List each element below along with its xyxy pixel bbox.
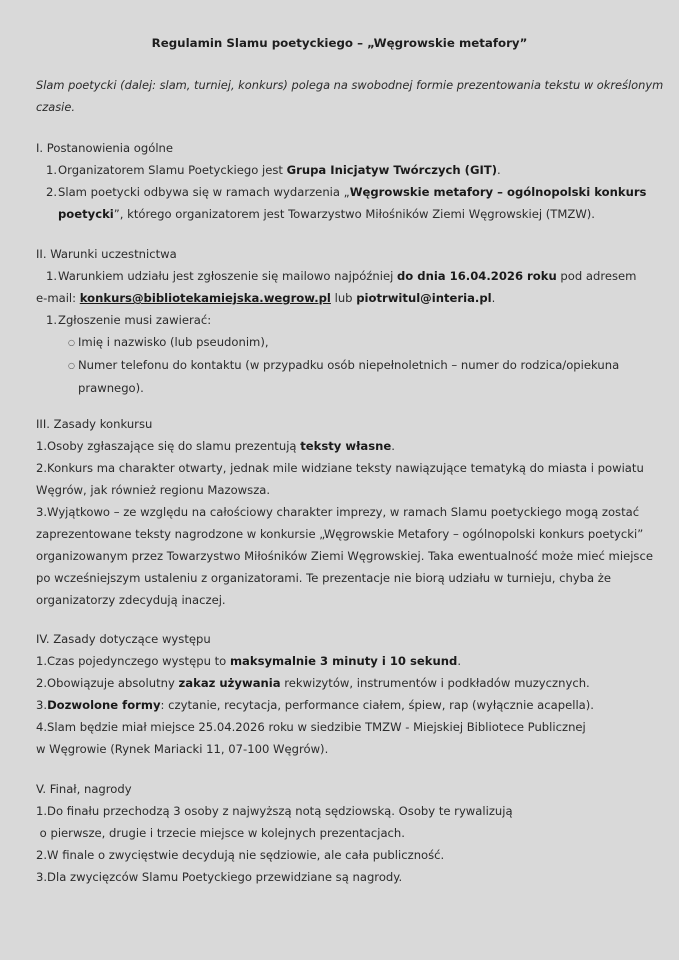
item-bold-text: Węgrowskie metafory – ogólnopolski konkurs xyxy=(349,185,647,199)
email-line xyxy=(36,287,646,309)
item-text: 1.Czas pojedynczego występu to xyxy=(36,654,230,668)
item-text: lub xyxy=(330,291,357,305)
intro-line: Slam poetycki (dalej: slam, turniej, konkurs) polega na swobodnej formie prezentowania tekstu w określonym xyxy=(36,78,664,92)
rule-item xyxy=(36,650,646,672)
list-number: 1. xyxy=(46,163,58,177)
rule-item: 2.W finale o zwycięstwie decydują nie sędziowie, ale cała publiczność. xyxy=(36,848,445,862)
section-heading: II. Warunki uczestnictwa xyxy=(36,247,177,261)
rule-item: 3.Wyjątkowo – ze względu na całościowy charakter imprezy, w ramach Slamu poetyckiego mogą zostać xyxy=(36,505,640,519)
item-text: 2.Obowiązuje absolutny xyxy=(36,676,179,690)
item-text: . xyxy=(391,439,395,453)
bullet-text: Numer telefonu do kontaktu (w przypadku osób niepełnoletnich – numer do rodzica/opiekuna xyxy=(78,358,620,372)
section-heading: IV. Zasady dotyczące występu xyxy=(36,632,211,646)
section-participation xyxy=(36,243,646,399)
list-number: 1. xyxy=(46,269,58,283)
item-text: : czytanie, recytacja, performance ciałem, śpiew, rap (wyłącznie acapella). xyxy=(160,698,594,712)
list-item xyxy=(36,309,646,331)
item-bold-text: zakaz używania xyxy=(178,676,281,690)
deadline-text: do dnia 16.04.2026 roku xyxy=(396,269,557,283)
section-general-provisions xyxy=(36,137,646,225)
item-text: Organizatorem Slamu Poetyckiego jest xyxy=(58,163,287,177)
item-text: 3. xyxy=(36,698,48,712)
bullet-item-continuation: prawnego). xyxy=(78,381,144,395)
item-bold-text: Grupa Inicjatyw Twórczych (GIT) xyxy=(286,163,498,177)
bullet-text: Imię i nazwisko (lub pseudonim), xyxy=(78,335,269,349)
item-text: Slam poetycki odbywa się w ramach wydarzenia „ xyxy=(58,185,350,199)
rule-item-continuation: organizatorzy zdecydują inaczej. xyxy=(36,593,226,607)
rule-item-continuation: o pierwsze, drugie i trzecie miejsce w kolejnych prezentacjach. xyxy=(36,826,405,840)
circle-bullet-icon: ○ xyxy=(68,338,75,347)
document-title: Regulamin Slamu poetyckiego – „Węgrowskie metafory” xyxy=(151,36,528,50)
rule-item: 4.Slam będzie miał miejsce 25.04.2026 roku w siedzibie TMZW - Miejskiej Bibliotece Publicznej xyxy=(36,720,586,734)
item-text: ”, którego organizatorem jest Towarzystwo Miłośników Ziemi Węgrowskiej (TMZW). xyxy=(113,207,595,221)
bullet-item xyxy=(36,331,646,354)
email-piotrwitul[interactable]: piotrwitul@interia.pl xyxy=(356,291,492,305)
rule-item xyxy=(36,694,646,716)
item-text: pod adresem xyxy=(556,269,637,283)
list-item xyxy=(36,265,646,287)
section-performance-rules xyxy=(36,628,646,760)
intro-line: czasie. xyxy=(36,100,75,114)
item-bold-text: maksymalnie 3 minuty i 10 sekund xyxy=(229,654,458,668)
rule-item-continuation: w Węgrowie (Rynek Mariacki 11, 07-100 Węgrów). xyxy=(36,742,329,756)
section-contest-rules xyxy=(36,413,653,611)
rule-item xyxy=(36,435,646,457)
rule-item-continuation: organizowanym przez Towarzystwo Miłośników Ziemi Węgrowskiej. Taka ewentualność może mieć miejsce xyxy=(36,549,653,563)
rule-item-continuation: zaprezentowane teksty nagrodzone w konkursie „Węgrowskie Metafory – ogólnopolski konkurs poetycki” xyxy=(36,527,644,541)
list-item xyxy=(36,159,646,181)
item-text: 1.Osoby zgłaszające się do slamu prezentują xyxy=(36,439,301,453)
item-text: . xyxy=(457,654,461,668)
rule-item: 2.Konkurs ma charakter otwarty, jednak mile widziane teksty nawiązujące tematyką do miasta i powiatu xyxy=(36,461,644,475)
circle-bullet-icon: ○ xyxy=(68,361,75,370)
item-bold-text: poetycki xyxy=(58,207,114,221)
list-number: 1. xyxy=(46,313,58,327)
rule-item-continuation: Węgrów, jak również regionu Mazowsza. xyxy=(36,483,271,497)
rule-item-continuation: po wcześniejszym ustaleniu z organizatorami. Te prezentacje nie biorą udziału w turnieju, chyba że xyxy=(36,571,612,585)
intro-paragraph xyxy=(36,74,664,118)
section-heading: I. Postanowienia ogólne xyxy=(36,141,174,155)
item-text: rekwizytów, instrumentów i podkładów muzycznych. xyxy=(280,676,590,690)
email-label: e-mail: xyxy=(36,291,80,305)
rule-item: 3.Dla zwycięzców Slamu Poetyckiego przewidziane są nagrody. xyxy=(36,870,403,884)
list-item xyxy=(36,181,646,203)
list-item-continuation xyxy=(36,203,646,225)
item-text: Warunkiem udziału jest zgłoszenie się mailowo najpóźniej xyxy=(58,269,397,283)
email-link-konkurs[interactable]: konkurs@bibliotekamiejska.wegrow.pl xyxy=(79,291,331,305)
item-bold-text: teksty własne xyxy=(300,439,392,453)
section-final-prizes xyxy=(36,778,646,888)
list-number: 2. xyxy=(46,185,58,199)
item-text: . xyxy=(497,163,501,177)
bullet-item xyxy=(36,354,646,377)
item-text: Zgłoszenie musi zawierać: xyxy=(58,313,212,327)
item-text: . xyxy=(491,291,496,305)
section-heading: III. Zasady konkursu xyxy=(36,417,153,431)
rule-item: 1.Do finału przechodzą 3 osoby z najwyższą notą sędziowską. Osoby te rywalizują xyxy=(36,804,513,818)
rule-item xyxy=(36,672,646,694)
section-heading: V. Finał, nagrody xyxy=(36,782,132,796)
item-bold-text: Dozwolone formy xyxy=(47,698,161,712)
